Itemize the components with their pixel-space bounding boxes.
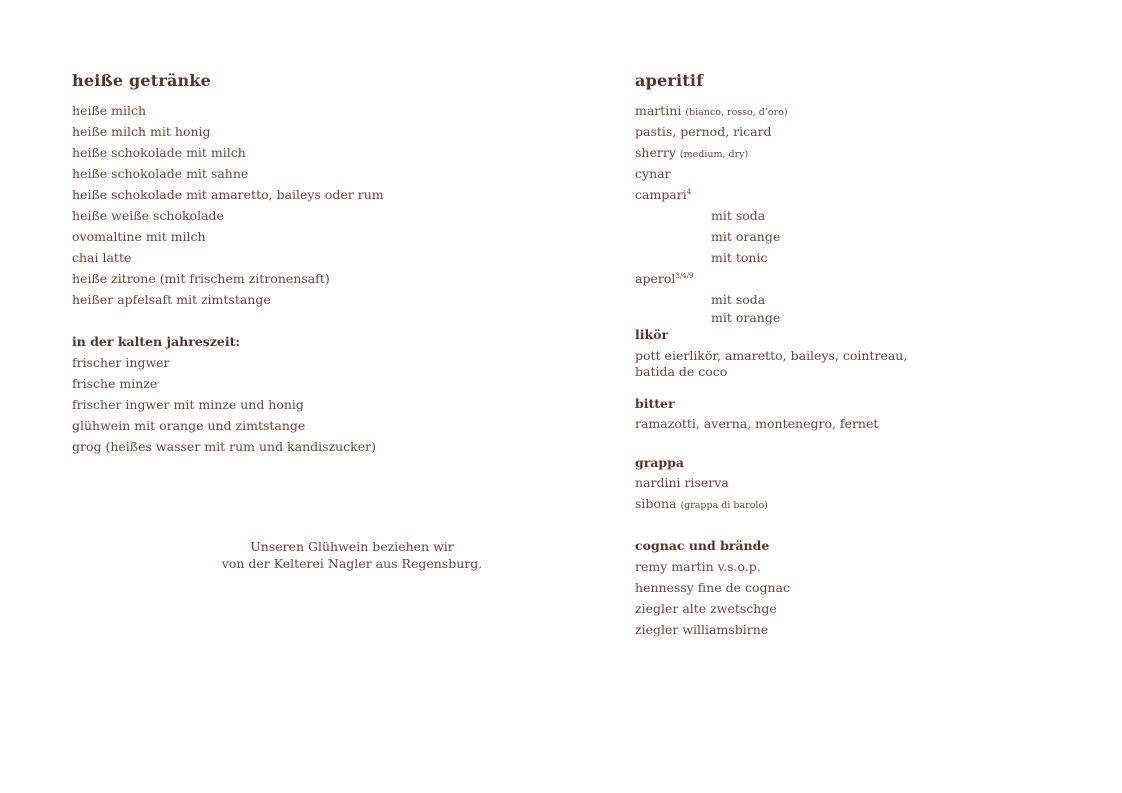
menu-item-aperol bbox=[635, 271, 693, 286]
menu-item-note: (bianco, rosso, d’oro) bbox=[685, 107, 788, 118]
menu-item-martini bbox=[635, 103, 788, 118]
season-title: in der kalten jahreszeit: bbox=[72, 334, 240, 349]
menu-item: hennessy fine de cognac bbox=[635, 580, 790, 595]
cognac-title: cognac und brände bbox=[635, 538, 770, 553]
menu-item: remy martin v.s.o.p. bbox=[635, 559, 761, 574]
menu-item: chai latte bbox=[72, 250, 132, 265]
menu-item: ziegler williamsbirne bbox=[635, 622, 769, 637]
grappa-title: grappa bbox=[635, 455, 685, 470]
menu-item: batida de coco bbox=[635, 364, 728, 379]
menu-option: mit orange bbox=[711, 310, 781, 325]
menu-option: mit tonic bbox=[711, 250, 768, 265]
menu-item: glühwein mit orange und zimtstange bbox=[72, 418, 306, 433]
menu-item: ramazotti, averna, montenegro, fernet bbox=[635, 416, 879, 431]
note-line: von der Kelterei Nagler aus Regensburg. bbox=[221, 556, 483, 571]
menu-item-label: aperol bbox=[635, 271, 676, 286]
menu-item: pastis, pernod, ricard bbox=[635, 124, 772, 139]
menu-item: frischer ingwer mit minze und honig bbox=[72, 397, 304, 412]
menu-item: ovomaltine mit milch bbox=[72, 229, 206, 244]
bitter-title: bitter bbox=[635, 396, 675, 411]
menu-item: heiße schokolade mit milch bbox=[72, 145, 246, 160]
menu-item: heiße milch mit honig bbox=[72, 124, 211, 139]
menu-item: heiße zitrone (mit frischem zitronensaft) bbox=[72, 271, 330, 286]
menu-item: heiße weiße schokolade bbox=[72, 208, 224, 223]
menu-item: heiße schokolade mit sahne bbox=[72, 166, 249, 181]
menu-item-note: (grappa di barolo) bbox=[680, 500, 768, 511]
aperitif-title: aperitif bbox=[635, 71, 704, 90]
allergen-footnote: 4 bbox=[686, 187, 692, 196]
menu-item: heiße milch bbox=[72, 103, 147, 118]
menu-item: heißer apfelsaft mit zimtstange bbox=[72, 292, 271, 307]
menu-item: ziegler alte zwetschge bbox=[635, 601, 777, 616]
menu-option: mit orange bbox=[711, 229, 781, 244]
hot-drinks-title: heiße getränke bbox=[72, 71, 212, 90]
menu-item-note: (medium, dry) bbox=[679, 149, 749, 160]
menu-item-label: sibona bbox=[635, 496, 677, 511]
menu-item-label: campari bbox=[635, 187, 687, 202]
menu-item-sherry bbox=[635, 145, 748, 160]
gluehwein-note bbox=[192, 538, 512, 572]
menu-item-sibona bbox=[635, 496, 768, 511]
menu-item: pott eierlikör, amaretto, baileys, cointreau, bbox=[635, 348, 908, 363]
menu-item: heiße schokolade mit amaretto, baileys oder rum bbox=[72, 187, 384, 202]
likoer-title: likör bbox=[635, 327, 669, 342]
menu-item: frische minze bbox=[72, 376, 158, 391]
menu-item-campari bbox=[635, 187, 691, 202]
menu-item: frischer ingwer bbox=[72, 355, 170, 370]
menu-item: nardini riserva bbox=[635, 475, 729, 490]
note-line: Unseren Glühwein beziehen wir bbox=[250, 539, 454, 554]
menu-option: mit soda bbox=[711, 208, 766, 223]
menu-option: mit soda bbox=[711, 292, 766, 307]
menu-item: cynar bbox=[635, 166, 671, 181]
menu-item: grog (heißes wasser mit rum und kandiszucker) bbox=[72, 439, 376, 454]
menu-item-label: sherry bbox=[635, 145, 676, 160]
allergen-footnote: 3/4/9 bbox=[675, 271, 694, 280]
menu-item-label: martini bbox=[635, 103, 682, 118]
